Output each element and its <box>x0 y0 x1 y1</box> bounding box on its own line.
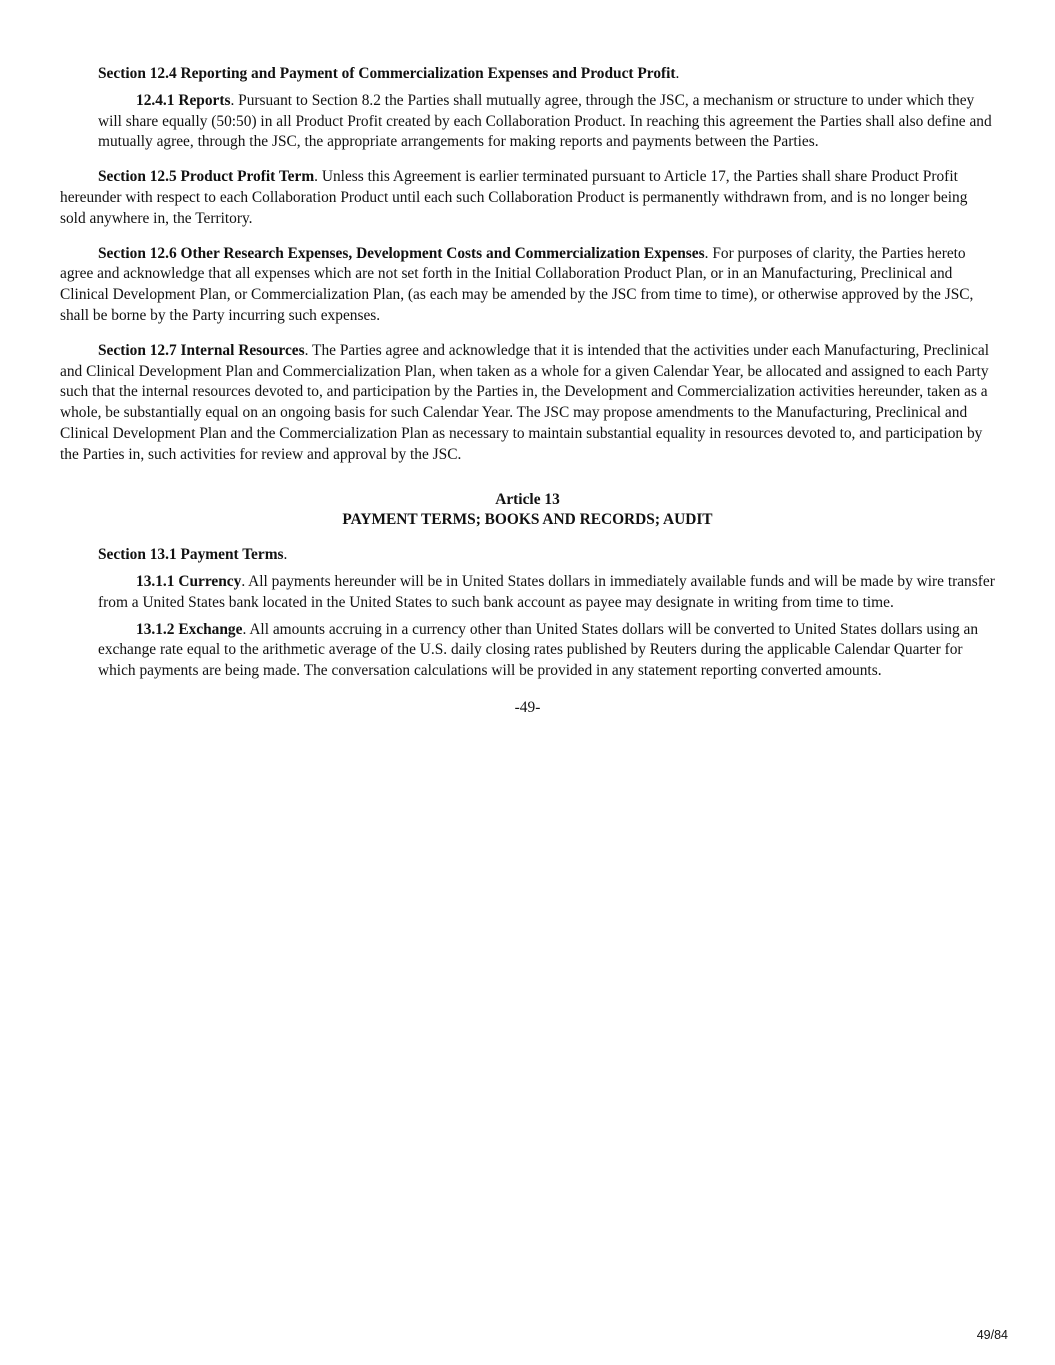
section-13-1-title-tail: . <box>283 546 288 564</box>
section-13-1-2-title: 13.1.2 Exchange <box>136 620 243 638</box>
section-12-4-title-tail: . <box>675 65 680 82</box>
page-number: -49- <box>514 698 541 716</box>
section-12-6-paragraph <box>60 244 995 327</box>
section-12-6-body: . For purposes of clarity, the Parties hereto agree and acknowledge that all expenses which are not set forth in the Initial Collaboration Product Plan, or in an Manufacturing, Preclinical and Clinical Development Plan, or Commercialization Plan, (as each may be amended by the JSC from time to time), or otherwise approved by the JSC, shall be borne by the Party incurring such expenses. <box>60 244 974 324</box>
section-12-4-heading <box>60 64 995 85</box>
section-12-5-paragraph <box>60 167 995 229</box>
article-13-number: Article 13 <box>495 490 560 508</box>
section-12-7-body: . The Parties agree and acknowledge that it is intended that the activities under each Manufacturing, Preclinical and Clinical Development Plan and Commercialization Plan, when taken as a whole for a given Calendar Year, be allocated and assigned to each Party such that the internal resources devoted to, and participation by the Parties in, the Development and Commercialization activities hereunder, taken as a whole, be substantially equal on an ongoing basis for such Calendar Year. The JSC may propose amendments to the Manufacturing, Preclinical and Clinical Development Plan and the Commercialization Plan as necessary to maintain substantial equality in resources devoted to, and participation by the Parties in, such activities for review and approval by the JSC. <box>60 341 989 463</box>
section-12-4-1-paragraph <box>60 91 995 153</box>
section-12-7-paragraph <box>60 341 995 466</box>
section-12-4-1-title: 12.4.1 Reports <box>136 91 231 109</box>
article-13-title: PAYMENT TERMS; BOOKS AND RECORDS; AUDIT <box>342 511 713 529</box>
page-counter: 49/84 <box>976 1328 1008 1342</box>
section-13-1-2-paragraph <box>60 620 995 682</box>
section-12-4-1-body: . Pursuant to Section 8.2 the Parties shall mutually agree, through the JSC, a mechanism or structure to under which they will share equally (50:50) in all Product Profit created by each Collaboration Product. In reaching this agreement the Parties shall also define and mutually agree, through the JSC, the appropriate arrangements for making reports and payments between the Parties. <box>98 91 992 151</box>
article-13-heading <box>60 490 995 511</box>
section-12-6-title: Section 12.6 Other Research Expenses, Development Costs and Commercialization Expenses <box>98 244 705 262</box>
section-13-1-1-paragraph <box>60 572 995 614</box>
section-12-5-body: . Unless this Agreement is earlier terminated pursuant to Article 17, the Parties shall share Product Profit hereunder with respect to each Collaboration Product until each such Collaboration Product is permanently withdrawn from, and is no longer being sold anywhere in, the Territory. <box>60 168 968 227</box>
article-13-title-line <box>60 510 995 531</box>
section-12-4-title: Section 12.4 Reporting and Payment of Commercialization Expenses and Product Profit <box>98 65 676 82</box>
section-13-1-heading <box>60 545 995 566</box>
section-13-1-title: Section 13.1 Payment Terms <box>98 546 284 564</box>
section-13-1-2-body: . All amounts accruing in a currency other than United States dollars will be converted to United States dollars using an exchange rate equal to the arithmetic average of the U.S. daily closing rates published by Reuters during the applicable Calendar Quarter for which payments are being made. The conversation calculations will be provided in any statement reporting converted amounts. <box>98 620 979 680</box>
section-12-5-title: Section 12.5 Product Profit Term <box>98 168 315 186</box>
document-page <box>60 64 995 719</box>
section-12-7-title: Section 12.7 Internal Resources <box>98 341 305 359</box>
section-13-1-1-title: 13.1.1 Currency <box>136 572 242 590</box>
section-13-1-1-body: . All payments hereunder will be in United States dollars in immediately available funds and will be made by wire transfer from a United States bank located in the United States to such bank account as payee may designate in writing from time to time. <box>98 572 995 611</box>
